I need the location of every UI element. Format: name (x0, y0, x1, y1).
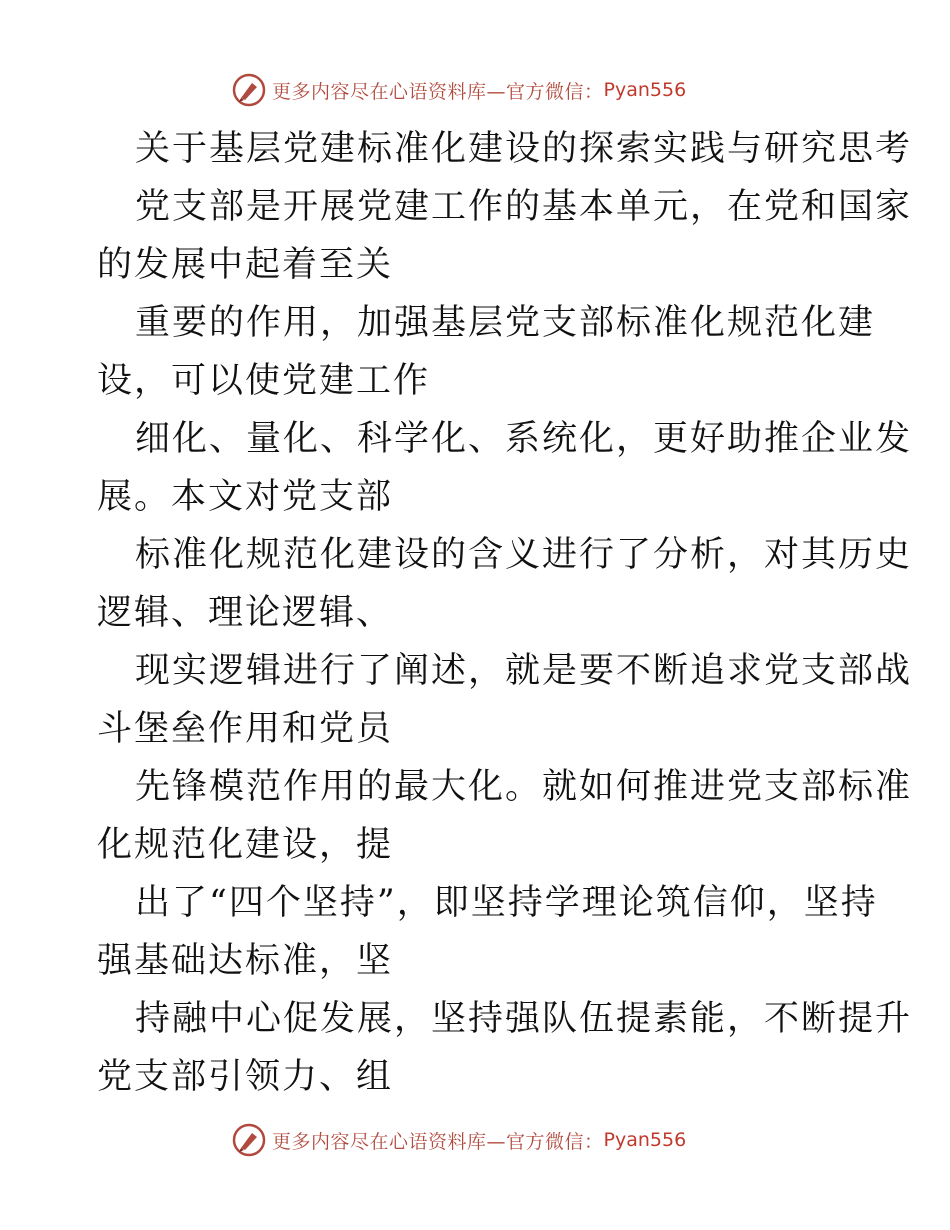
text-line: 的发展中起着至关 (97, 245, 394, 285)
watermark-account: Pyan556 (603, 1129, 687, 1151)
text-line: 先锋模范作用的最大化。就如何推进党支部标准 (135, 767, 913, 807)
text-line: 党支部是开展党建工作的基本单元，在党和国家 (135, 187, 913, 227)
text-line: 出了“四个坚持”，即坚持学理论筑信仰，坚持 (135, 883, 878, 923)
text-line: 强基础达标准，坚 (97, 941, 394, 981)
text-line: 关于基层党建标准化建设的探索实践与研究思考 (135, 129, 913, 169)
watermark-text: 更多内容尽在心语资料库—官方微信： (272, 80, 604, 103)
text-line: 逻辑、理论逻辑、 (97, 593, 394, 633)
text-line: 持融中心促发展，坚持强队伍提素能，不断提升 (135, 999, 913, 1039)
pen-logo-icon (232, 1123, 266, 1157)
text-line: 标准化规范化建设的含义进行了分析，对其历史 (135, 535, 913, 575)
watermark-footer (232, 1122, 686, 1158)
text-line: 现实逻辑进行了阐述，就是要不断追求党支部战 (135, 651, 913, 691)
watermark-header (232, 72, 686, 108)
pen-logo-icon (232, 73, 266, 107)
text-line: 重要的作用，加强基层党支部标准化规范化建 (135, 303, 876, 343)
text-line: 设，可以使党建工作 (97, 361, 431, 401)
text-line: 斗堡垒作用和党员 (97, 709, 394, 749)
text-line: 展。本文对党支部 (97, 477, 394, 517)
text-line: 党支部引领力、组 (97, 1057, 394, 1097)
text-line: 细化、量化、科学化、系统化，更好助推企业发 (135, 419, 913, 459)
document-body (97, 120, 913, 1106)
watermark-text: 更多内容尽在心语资料库—官方微信： (272, 1130, 604, 1153)
watermark-account: Pyan556 (603, 79, 687, 101)
text-line: 化规范化建设，提 (97, 825, 394, 865)
